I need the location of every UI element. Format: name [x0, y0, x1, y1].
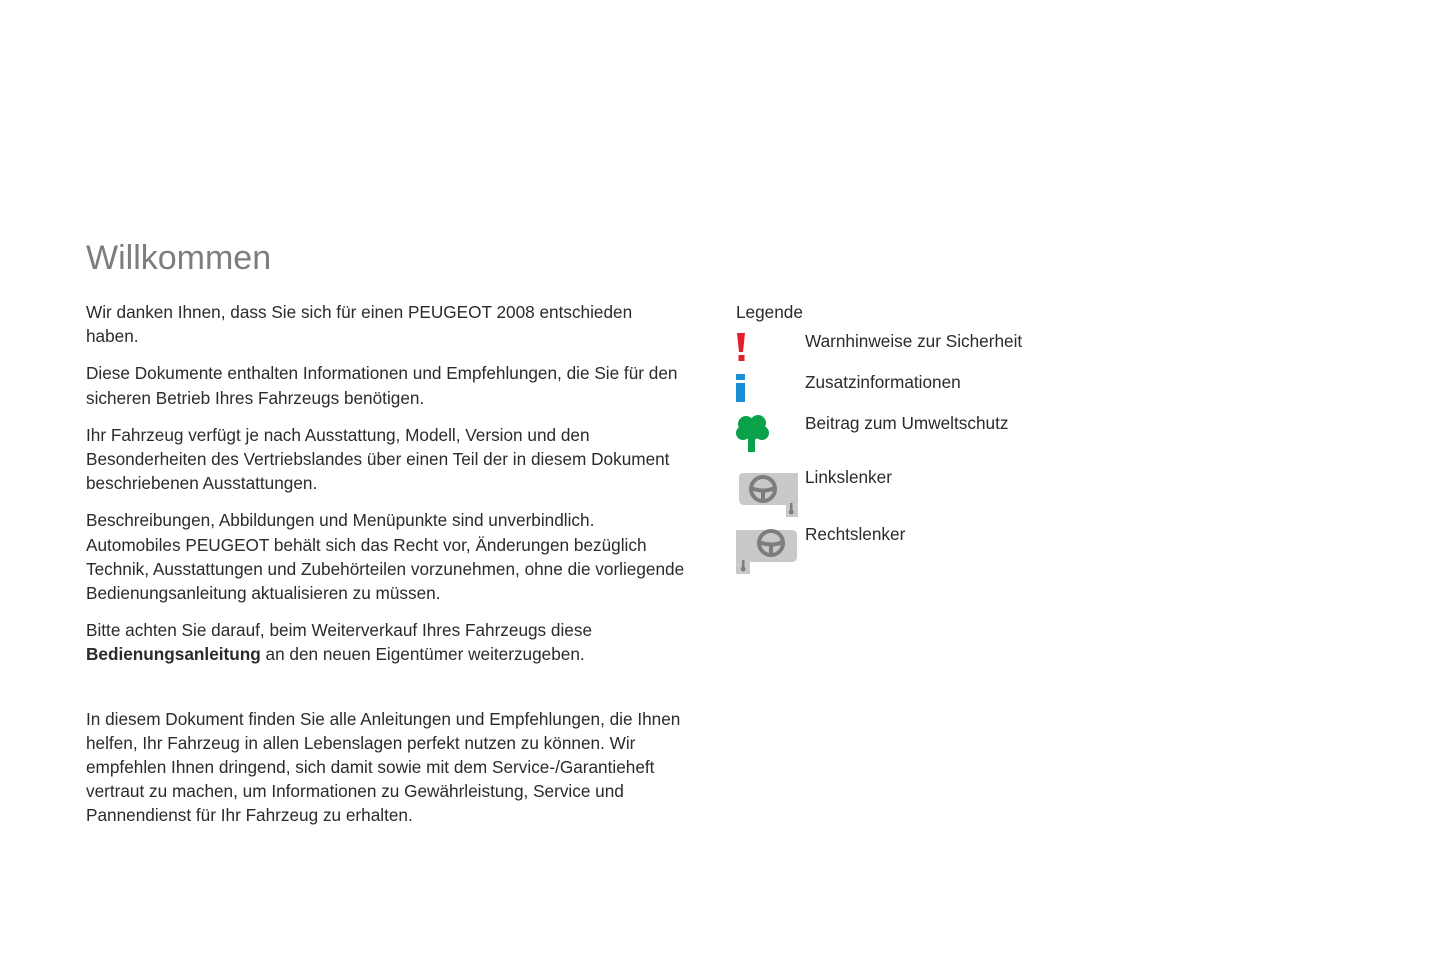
legend-label-info: Zusatzinformationen — [805, 372, 961, 392]
page-title: Willkommen — [86, 239, 272, 277]
legend-label-rhd: Rechtslenker — [805, 524, 906, 544]
paragraph-guide: In diesem Dokument finden Sie alle Anleitungen und Empfehlungen, die Ihnen helfen, Ihr Fahrzeug in allen Lebenslagen perfekt nutzen zu können. Wir empfehlen Ihnen dringend, sich damit sowie mit dem Service-/Garantieheft vertraut zu machen, um Informationen zu Gewährleistung, Service und Pannendienst für Ihr Fahrzeug zu erhalten. — [86, 708, 681, 826]
resale-bold: Bedienungsanleitung — [86, 644, 261, 665]
legend-title: Legende — [736, 302, 803, 322]
legend-label-environment: Beitrag zum Umweltschutz — [805, 413, 1009, 433]
paragraph-disclaimer — [86, 508, 686, 605]
disclaimer-line2: Automobiles PEUGEOT behält sich das Recht vor, Änderungen bezüglich Technik, Ausstattungen und Zubehörteilen vorzunehmen, ohne die vorliegende Bedienungsanleitung aktualisieren zu müssen. — [86, 534, 685, 604]
right-hand-drive-icon — [736, 528, 800, 576]
legend-label-lhd: Linkslenker — [805, 467, 892, 487]
info-icon — [736, 374, 750, 404]
legend-label-warning: Warnhinweise zur Sicherheit — [805, 331, 1023, 351]
resale-end: an den neuen Eigentümer weiterzugeben. — [265, 644, 585, 665]
left-hand-drive-icon — [736, 471, 800, 519]
exclamation-icon — [736, 333, 750, 363]
paragraph-documents: Diese Dokumente enthalten Informationen und Empfehlungen, die Sie für den sicheren Betrieb Ihres Fahrzeugs benötigen. — [86, 363, 678, 408]
resale-start: Bitte achten Sie darauf, beim Weiterverkauf Ihres Fahrzeugs diese — [86, 620, 593, 641]
paragraph-resale — [86, 618, 686, 666]
legend — [736, 300, 1096, 544]
paragraph-thanks: Wir danken Ihnen, dass Sie sich für einen PEUGEOT 2008 entschieden haben. — [86, 302, 633, 347]
paragraph-equipment: Ihr Fahrzeug verfügt je nach Ausstattung, Modell, Version und den Besonderheiten des Vertriebslandes über einen Teil der in diesem Dokument beschriebenen Ausstattungen. — [86, 424, 670, 494]
tree-icon — [736, 415, 770, 453]
intro-text — [86, 300, 686, 841]
disclaimer-line1: Beschreibungen, Abbildungen und Menüpunkte sind unverbindlich. — [86, 510, 595, 531]
